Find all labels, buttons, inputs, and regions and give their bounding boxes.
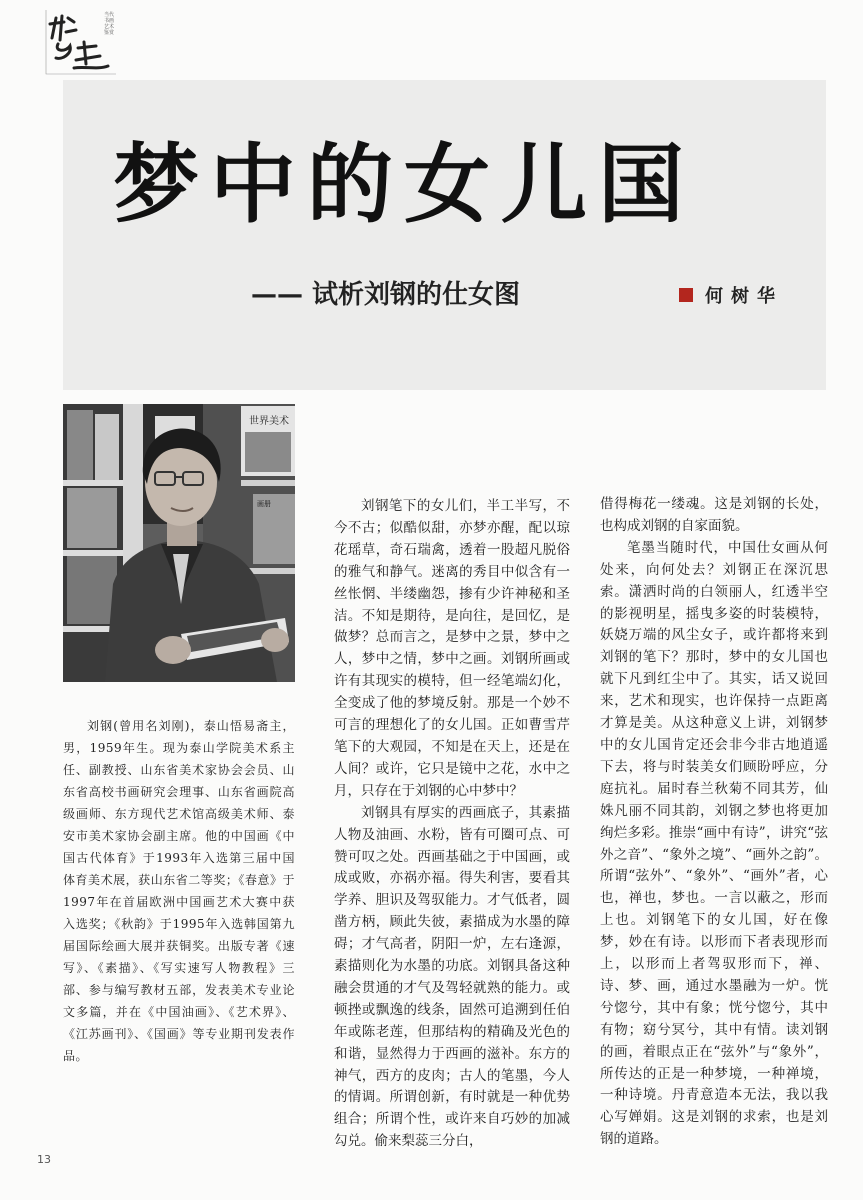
magazine-name: 当代书画艺术鉴赏	[104, 12, 115, 36]
paragraph: 笔墨当随时代，中国仕女画从何处来，向何处去？刘钢正在深沉思索。潇洒时尚的白领丽人，红透半空的影视明星，摇曳多姿的时装模特，妖娆万端的风尘女子，或许都将来到刘钢的笔下？那时，梦中的女儿国也就下凡到红尘中了。其实，话又说回来，艺术和现实，也许保持一点距离才算是美。从这种意义上讲，刘钢梦中的女儿国肯定还会非今非古地逍遥下去，将与时装美女们顾盼呼应，分庭抗礼。届时春兰秋菊不同其芳，仙姝凡丽不同其韵，刘钢之梦也将更加绚烂多彩。推崇“画中有诗”，讲究“弦外之音”、“象外之境”、“画外之韵”。所谓“弦外”、“象外”、“画外”者，心也，禅也，梦也。一言以蔽之，形而上也。刘钢笔下的女儿国，好在像梦，妙在有诗。以形而下者表现形而上，以形而上者驾驭形而下，禅、诗、梦、画，通过水墨融为一炉。恍兮惚兮，其中有象；恍兮惚兮，其中有物；窈兮冥兮，其中有情。读刘钢的画，着眼点正在“弦外”与“象外”，所传达的正是一种梦境，一种禅境，一种诗境。丹青意造本无法，我以我心写婵娟。这是刘钢的求索，也是刘钢的道路。	[600, 539, 828, 1148]
article-column-2	[600, 494, 828, 1151]
paragraph: 刘钢具有厚实的西画底子，其素描人物及油画、水粉，皆有可圈可点、可赞可叹之处。西画基础之于中国画，或成或败，亦祸亦福。得失利害，要看其学养、胆识及驾驭能力。才气低者，圆凿方柄，顾此失彼，素描成为水墨的障碍；才气高者，阴阳一炉，左右逢源，素描则化为水墨的功底。刘钢具备这种融会贯通的才气及驾轻就熟的能力。或顿挫或飘逸的线条，固然可追溯到任伯年或陈老莲，但那结构的精确及光色的和谐，显然得力于西画的滋补。东方的神气，西方的皮肉；古人的笔墨，今人的情调。所谓创新，有时就是一种优势组合；所谓个性，或许来自巧妙的加减勾兑。偷来梨蕊三分白，	[334, 804, 570, 1150]
author-marker-icon	[679, 288, 693, 302]
article-column-1	[334, 496, 570, 1153]
article-subtitle: —— 试析刘钢的仕女图	[251, 280, 521, 310]
author-name: 何树华	[705, 286, 783, 307]
title-banner	[63, 80, 826, 390]
artist-biography: 刘钢(曾用名刘刚)，泰山悟易斋主，男，1959年生。现为泰山学院美术系主任、副教授、山东省美术家协会会员、山东省高校书画研究会理事、山东省画院高级画师、东方现代艺术馆高级美术师、泰安市美术家协会副主席。他的中国画《中国古代体育》于1993年入选第三届中国体育美术展，获山东省二等奖；《春意》于1997年在首届欧洲中国画艺术大赛中获入选奖；《秋韵》于1995年入选韩国第九届国际绘画大展并获铜奖。出版专著《速写》、《素描》、《写实速写人物教程》三部、参与编写教材五部，发表美术专业论文多篇，并在《中国油画》、《艺术界》、《江苏画刊》、《国画》等专业期刊发表作品。	[63, 719, 295, 1063]
magazine-logo	[44, 8, 120, 78]
poster-label-2: 画册	[257, 500, 271, 508]
poster-label: 世界美术	[249, 416, 289, 427]
author-byline	[679, 280, 783, 310]
article-title: 梦中的女儿国	[113, 135, 695, 235]
page-number: 13	[37, 1153, 51, 1166]
artist-portrait-photo	[63, 404, 295, 682]
paragraph: 刘钢笔下的女儿们，半工半写，不今不古；似酷似甜，亦梦亦醒，配以琼花瑶草，奇石瑞禽，透着一股超凡脱俗的雅气和静气。迷离的秀目中似含有一丝怅惘、半缕幽怨，掺有少许神秘和圣洁。不知是期待，是向往，是回忆，是做梦？总而言之，是梦中之景，梦中之人，梦中之情，梦中之画。刘钢所画或许有其现实的模特，但一经笔端幻化，全变成了他的梦境反射。那是一个妙不可言的理想化了的女儿国。正如曹雪芹笔下的大观园，不知是在天上，还是在人间？或许，它只是镜中之花，水中之月，只存在于刘钢的心中梦中？	[334, 498, 570, 799]
paragraph: 借得梅花一缕魂。这是刘钢的长处，也构成刘钢的自家面貌。	[600, 496, 828, 534]
